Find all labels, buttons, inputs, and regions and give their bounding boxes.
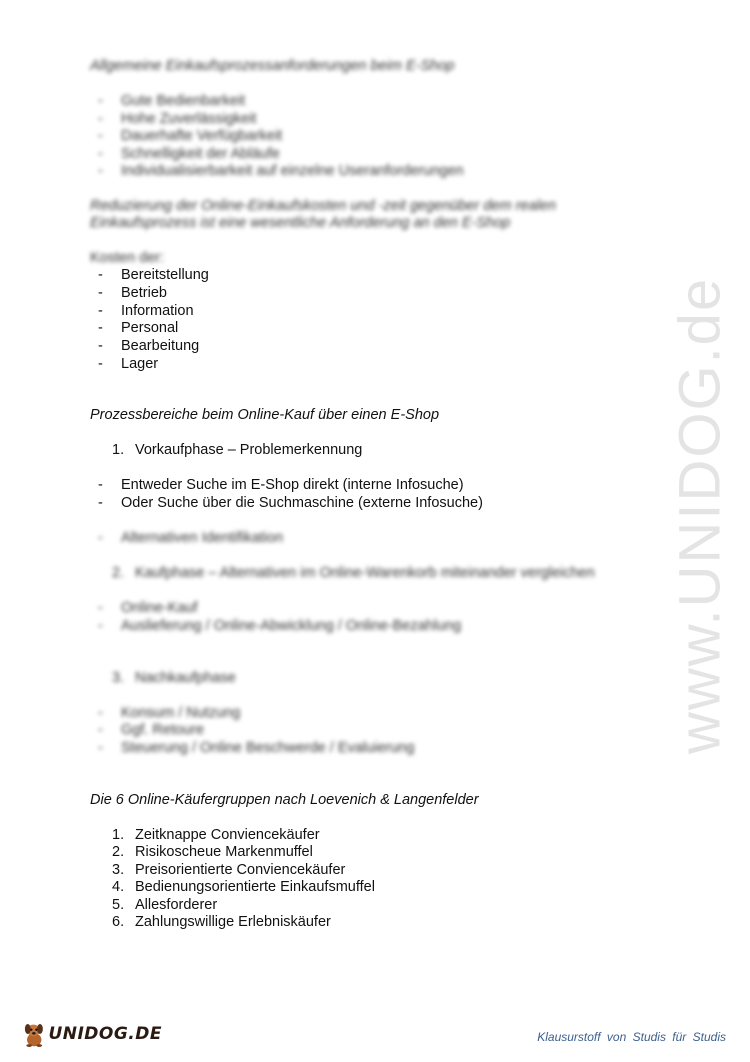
phase-label: Vorkaufphase – Problemerkennung [135, 442, 363, 458]
section-heading: Allgemeine Einkaufsprozessanforderungen beim E-Shop [90, 58, 455, 74]
list-item: Allesforderer [135, 897, 218, 913]
list-item: Betrieb [121, 285, 167, 301]
list-number: 6. [112, 914, 125, 930]
phase-label: Kaufphase – Alternativen im Online-Warenkorb miteinander vergleichen [135, 565, 595, 581]
list-item: Ggf. Retoure [121, 722, 205, 738]
section-heading: Reduzierung der Online-Einkaufskosten und -zeit gegenüber dem realen [90, 198, 556, 214]
footer-tagline: Klausurstoff von Studis für Studis [537, 1030, 726, 1044]
list-number: 1. [112, 442, 125, 458]
unidog-logo[interactable] [22, 1014, 162, 1054]
section-heading: Kosten der: [90, 250, 165, 266]
list-number: 2. [112, 565, 125, 581]
list-item: Oder Suche über die Suchmaschine (externe Infosuche) [121, 495, 483, 511]
list-item: Risikoscheue Markenmuffel [135, 844, 313, 860]
list-item: Bearbeitung [121, 338, 200, 354]
list-number: 3. [112, 862, 125, 878]
list-number: 5. [112, 897, 125, 913]
list-item: Bereitstellung [121, 267, 209, 283]
section-heading: Prozessbereiche beim Online-Kauf über einen E-Shop [90, 407, 440, 423]
list-item: Konsum / Nutzung [121, 705, 241, 721]
phase-label: Nachkaufphase [135, 670, 236, 686]
list-item: Lager [121, 356, 159, 372]
list-number: 1. [112, 827, 125, 843]
list-item: Information [121, 303, 194, 319]
list-item: Auslieferung / Online-Abwicklung / Online-Bezahlung [121, 618, 462, 634]
section-heading: Die 6 Online-Käufergruppen nach Loevenich & Langenfelder [90, 792, 479, 808]
section-heading: Einkaufsprozess ist eine wesentliche Anforderung an den E-Shop [90, 215, 511, 231]
watermark: www.UNIDOG.de [667, 276, 733, 754]
list-item: Alternativen Identifikation [121, 530, 284, 546]
list-item: Personal [121, 320, 179, 336]
dog-mascot-icon [22, 1015, 46, 1053]
list-item: Entweder Suche im E-Shop direkt (interne Infosuche) [121, 477, 464, 493]
list-number: 4. [112, 879, 125, 895]
logo-text: UNIDOG.DE [48, 1024, 162, 1044]
list-number: 2. [112, 844, 125, 860]
list-number: 3. [112, 670, 125, 686]
list-item: Steuerung / Online Beschwerde / Evaluierung [121, 740, 415, 756]
list-item: Preisorientierte Conviencekäufer [135, 862, 346, 878]
list-item: Zahlungswillige Erlebniskäufer [135, 914, 331, 930]
list-item: Gute Bedienbarkeit [121, 93, 246, 109]
list-item: Individualisierbarkeit auf einzelne Useranforderungen [121, 163, 464, 179]
list-item: Hohe Zuverlässigkeit [121, 111, 257, 127]
list-item: Zeitknappe Conviencekäufer [135, 827, 320, 843]
list-item: Schnelligkeit der Abläufe [121, 146, 280, 162]
list-item: Dauerhafte Verfügbarkeit [121, 128, 283, 144]
list-item: Bedienungsorientierte Einkaufsmuffel [135, 879, 375, 895]
list-item: Online-Kauf [121, 600, 198, 616]
